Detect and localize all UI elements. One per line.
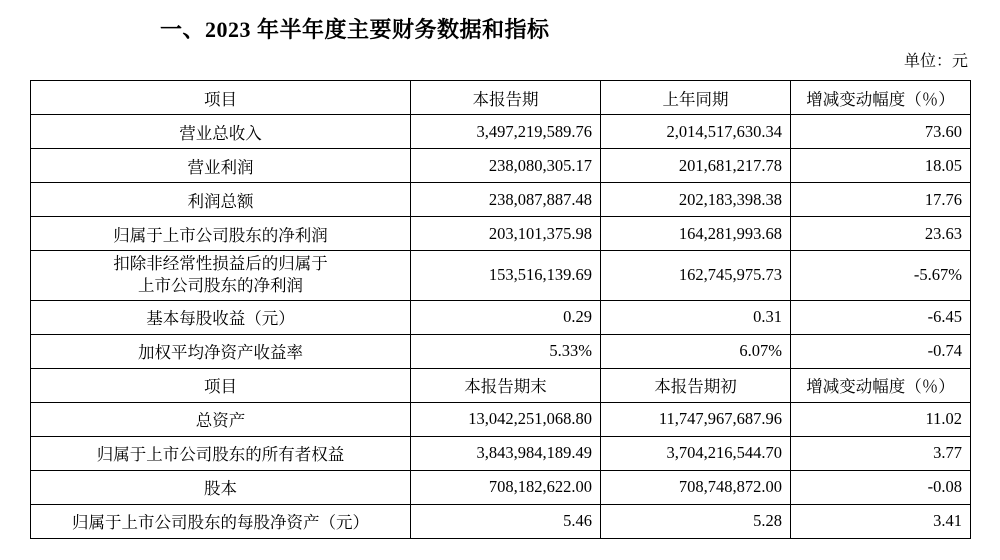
header-cell-period-end: 本报告期末 (411, 368, 601, 402)
row-value-change: 18.05 (791, 149, 971, 183)
row-value-current: 3,497,219,589.76 (411, 115, 601, 149)
financial-table-container (30, 80, 970, 539)
table-row (31, 402, 971, 436)
table-row (31, 149, 971, 183)
row-value-period-end: 13,042,251,068.80 (411, 402, 601, 436)
row-value-prior: 2,014,517,630.34 (601, 115, 791, 149)
table-row (31, 436, 971, 470)
row-value-prior: 164,281,993.68 (601, 217, 791, 251)
table-row (31, 251, 971, 301)
row-value-prior: 162,745,975.73 (601, 251, 791, 301)
financial-data-table (30, 80, 971, 539)
row-label-line2: 上市公司股东的净利润 (138, 276, 303, 296)
row-label: 基本每股收益（元） (31, 300, 411, 334)
row-value-period-begin: 11,747,967,687.96 (601, 402, 791, 436)
row-value-prior: 201,681,217.78 (601, 149, 791, 183)
row-label: 加权平均净资产收益率 (31, 334, 411, 368)
header-cell-prior-period: 上年同期 (601, 81, 791, 115)
row-value-period-end: 3,843,984,189.49 (411, 436, 601, 470)
row-value-change: -6.45 (791, 300, 971, 334)
page-title: 一、2023 年半年度主要财务数据和指标 (160, 17, 550, 42)
row-value-current: 5.33% (411, 334, 601, 368)
row-value-period-end: 708,182,622.00 (411, 470, 601, 504)
row-label: 营业利润 (31, 149, 411, 183)
row-label: 归属于上市公司股东的所有者权益 (31, 436, 411, 470)
row-value-change: 17.76 (791, 183, 971, 217)
table-row (31, 470, 971, 504)
unit-note: 单位：元 (903, 53, 968, 70)
row-value-period-begin: 5.28 (601, 504, 791, 538)
row-label: 归属于上市公司股东的每股净资产（元） (31, 504, 411, 538)
table-row (31, 183, 971, 217)
row-value-current: 153,516,139.69 (411, 251, 601, 301)
row-label: 利润总额 (31, 183, 411, 217)
row-value-period-end: 5.46 (411, 504, 601, 538)
header-cell-change-rate: 增减变动幅度（％） (791, 81, 971, 115)
row-label: 归属于上市公司股东的净利润 (31, 217, 411, 251)
table-row (31, 217, 971, 251)
row-value-change: 23.63 (791, 217, 971, 251)
row-value-change: -0.08 (791, 470, 971, 504)
row-value-current: 238,087,887.48 (411, 183, 601, 217)
row-label: 营业总收入 (31, 115, 411, 149)
row-value-period-begin: 3,704,216,544.70 (601, 436, 791, 470)
row-value-current: 203,101,375.98 (411, 217, 601, 251)
row-label: 股本 (31, 470, 411, 504)
row-label-line1: 扣除非经常性损益后的归属于 (113, 254, 328, 273)
row-value-change: 3.41 (791, 504, 971, 538)
table-row (31, 300, 971, 334)
table-row (31, 504, 971, 538)
row-value-period-begin: 708,748,872.00 (601, 470, 791, 504)
header-cell-period-begin: 本报告期初 (601, 368, 791, 402)
row-value-current: 0.29 (411, 300, 601, 334)
header-cell-change-rate: 增减变动幅度（％） (791, 368, 971, 402)
header-cell-current-period: 本报告期 (411, 81, 601, 115)
table-row (31, 115, 971, 149)
row-value-current: 238,080,305.17 (411, 149, 601, 183)
row-value-prior: 6.07% (601, 334, 791, 368)
row-value-change: 11.02 (791, 402, 971, 436)
row-value-change: 73.60 (791, 115, 971, 149)
header-cell-item: 项目 (31, 368, 411, 402)
row-label (31, 251, 411, 301)
table-header-row-period (31, 81, 971, 115)
header-cell-item: 项目 (31, 81, 411, 115)
table-header-row-balance (31, 368, 971, 402)
row-value-prior: 0.31 (601, 300, 791, 334)
row-label: 总资产 (31, 402, 411, 436)
table-row (31, 334, 971, 368)
row-value-change: 3.77 (791, 436, 971, 470)
row-value-prior: 202,183,398.38 (601, 183, 791, 217)
row-value-change: -0.74 (791, 334, 971, 368)
row-value-change: -5.67% (791, 251, 971, 301)
